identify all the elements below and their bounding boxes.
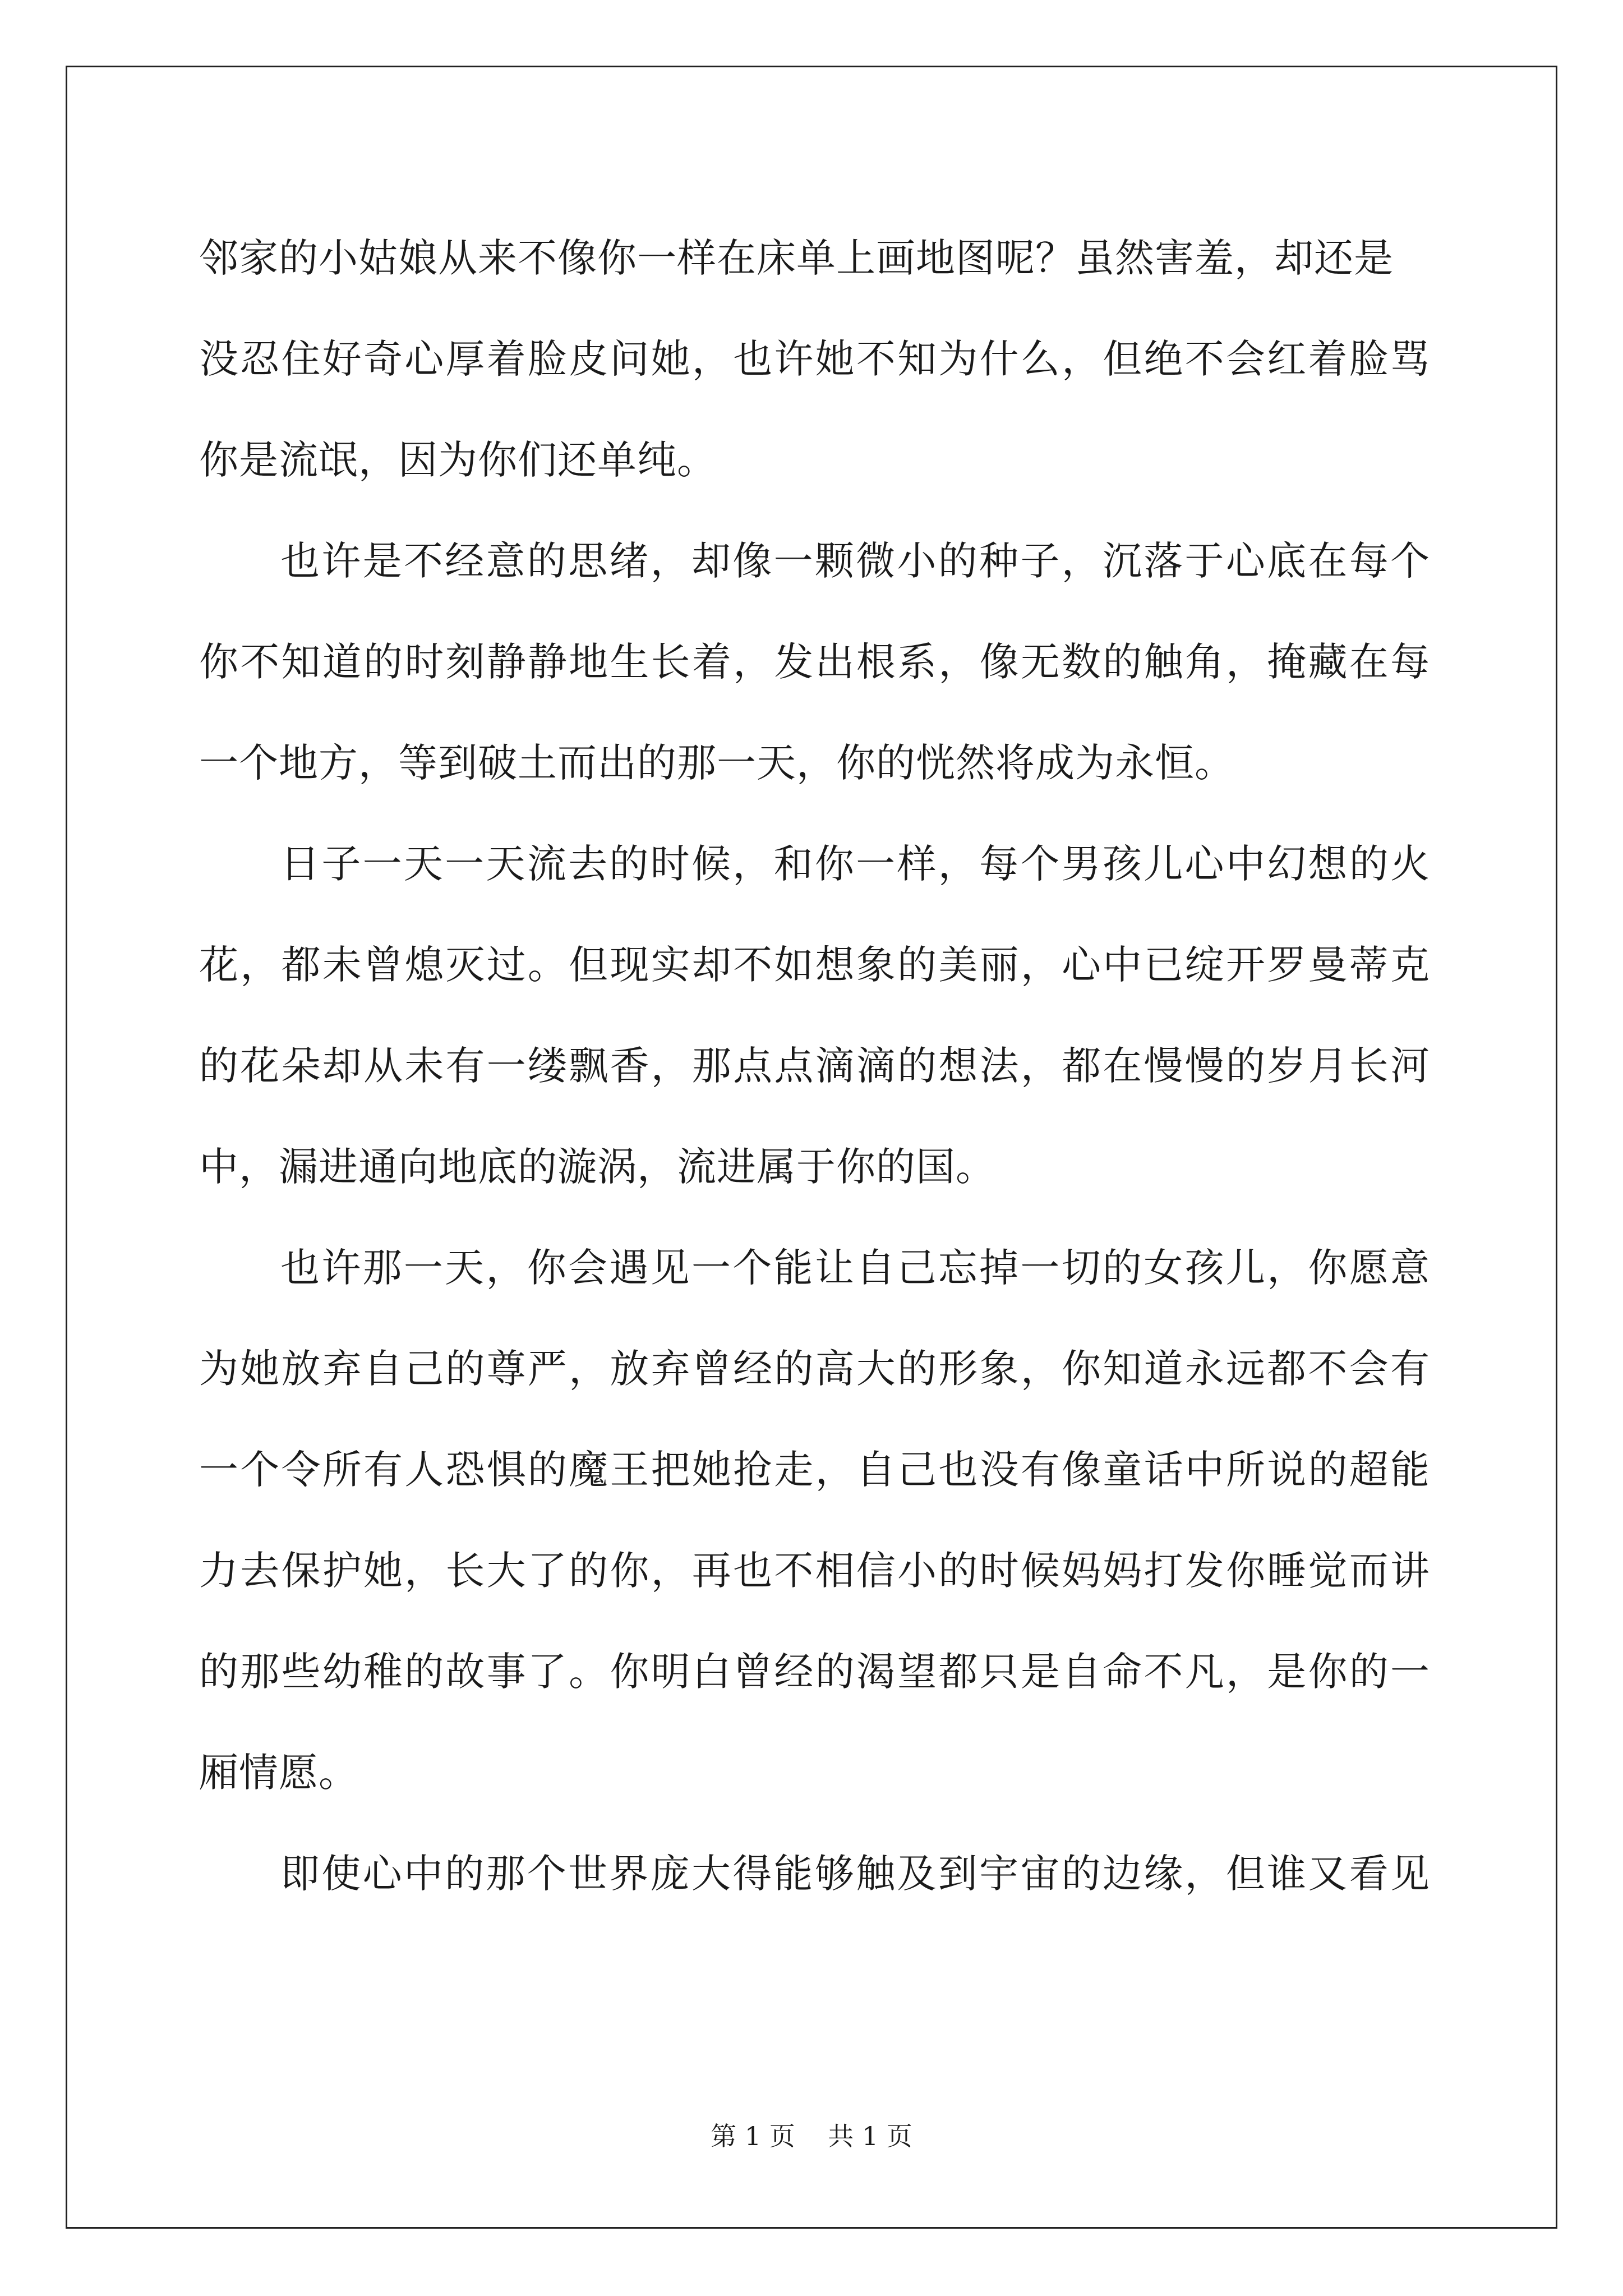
- text-line: 你是流氓，因为你们还单纯。: [199, 437, 717, 483]
- text-line: 为她放弃自己的尊严，放弃曾经的高大的形象，你知道永远都不会有: [199, 1346, 1430, 1392]
- text-line: 中，漏进通向地底的漩涡，流进属于你的国。: [199, 1144, 995, 1190]
- text-line: 你不知道的时刻静静地生长着，发出根系，像无数的触角，掩藏在每: [199, 639, 1430, 685]
- page-footer: [0, 2119, 1623, 2153]
- text-line: 邻家的小姑娘从来不像你一样在床单上画地图呢？虽然害羞，却还是: [199, 235, 1394, 281]
- text-line: 一个令所有人恐惧的魔王把她抢走，自己也没有像童话中所说的超能: [199, 1447, 1430, 1493]
- text-line: 即使心中的那个世界庞大得能够触及到宇宙的边缘，但谁又看见: [280, 1851, 1430, 1897]
- text-line: 力去保护她，长大了的你，再也不相信小的时候妈妈打发你睡觉而讲: [199, 1548, 1430, 1594]
- text-line: 没忍住好奇心厚着脸皮问她，也许她不知为什么，但绝不会红着脸骂: [199, 336, 1430, 382]
- document-body: [199, 208, 1430, 1924]
- text-line: 的那些幼稚的故事了。你明白曾经的渴望都只是自命不凡，是你的一: [199, 1649, 1430, 1695]
- page-total: 共 1 页: [828, 2121, 912, 2151]
- text-line: 厢情愿。: [199, 1750, 358, 1796]
- text-line: 一个地方，等到破土而出的那一天，你的恍然将成为永恒。: [199, 740, 1234, 786]
- text-line: 日子一天一天流去的时候，和你一样，每个男孩儿心中幻想的火: [280, 841, 1430, 887]
- page-number: 第 1 页: [711, 2121, 795, 2151]
- text-line: 花，都未曾熄灭过。但现实却不如想象的美丽，心中已绽开罗曼蒂克: [199, 942, 1430, 988]
- text-line: 的花朵却从未有一缕飘香，那点点滴滴的想法，都在慢慢的岁月长河: [199, 1043, 1430, 1089]
- text-line: 也许那一天，你会遇见一个能让自己忘掉一切的女孩儿，你愿意: [280, 1245, 1430, 1291]
- text-line: 也许是不经意的思绪，却像一颗微小的种子，沉落于心底在每个: [280, 538, 1430, 584]
